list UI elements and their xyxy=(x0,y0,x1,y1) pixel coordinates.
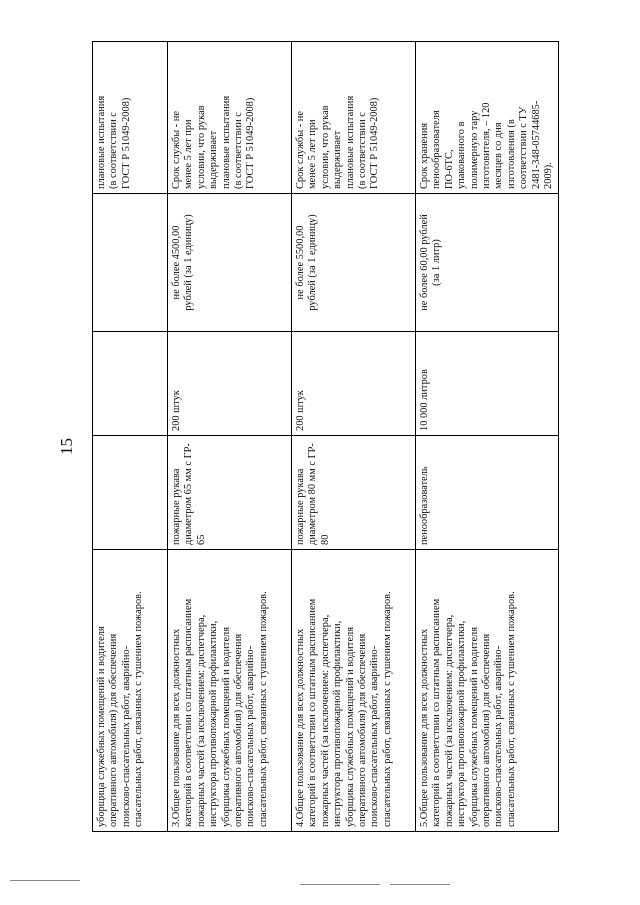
row-description: 3.Общее пользование для всех должностных категорий в соответствии со штатным расписанием пожарных частей (за исключением: диспетчера, инструктора противопожарной профилактики, уборщика служебных помещений и водителя оперативного автомобиля) для обеспечения поисково-спасательных работ, аварийно- спасательных работ, связанных с тушением пожаров. xyxy=(168,550,292,832)
row-description: 4.Общее пользование для всех должностных категорий в соответствии со штатным расписанием пожарных частей (за исключением: диспетчера, инструктора противопожарной профилактики, уборщика служебных помещений и водителя оперативного автомобиля) для обеспечения поисково-спасательных работ, аварийно- спасательных работ, связанных с тушением пожаров. xyxy=(292,550,416,832)
scan-artifact-line xyxy=(300,884,380,885)
row-quantity xyxy=(93,332,168,436)
row-requirements: Срок службы - не менее 5 лет при условии, что рукав выдерживает плановые испытания (в соответствии с ГОСТ Р 51049-2008) xyxy=(168,42,292,194)
row-price xyxy=(93,194,168,332)
row-object: пожарные рукава диаметром 80 мм с ГР- 80 xyxy=(292,436,416,550)
row-price: не более 60,00 рублей (за 1 литр) xyxy=(416,194,559,332)
row-requirements: плановые испытания (в соответствии с ГОСТ Р 51049-2008) xyxy=(93,42,168,194)
row-price: не более 4500,00 рублей (за 1 единицу) xyxy=(168,194,292,332)
row-object: пенообразователь xyxy=(416,436,559,550)
row-object: пожарные рукава диаметром 65 мм с ГР- 65 xyxy=(168,436,292,550)
table-row xyxy=(93,42,168,832)
row-quantity: 200 штук xyxy=(168,332,292,436)
page-number: 15 xyxy=(57,438,76,455)
scan-artifact-line xyxy=(390,884,450,885)
row-requirements: Срок службы - не менее 5 лет при условии, что рукав выдерживает плановые испытания (в соответствии с ГОСТ Р 51049-2008) xyxy=(292,42,416,194)
row-price: не более 5500,00 рублей (за 1 единицу) xyxy=(292,194,416,332)
table-row xyxy=(292,42,416,832)
row-description: 5.Общее пользование для всех должностных категорий в соответствии со штатным расписанием пожарных частей (за исключением: диспетчера, инструктора противопожарной профилактики, уборщика служебных помещений и водителя оперативного автомобиля) для обеспечения поисково-спасательных работ, аварийно- спасательных работ, связанных с тушением пожаров. xyxy=(416,550,559,832)
row-quantity: 200 штук xyxy=(292,332,416,436)
table-row xyxy=(416,42,559,832)
row-requirements: Срок хранения пенообразователя ПО-6ТС, упакованного в полимерную тару изготовителя, – 120 месяцев со дня изготовления (в соответствии с ТУ 2481-348-05744685- 2009). xyxy=(416,42,559,194)
scan-artifact-line xyxy=(10,880,80,881)
row-object xyxy=(93,436,168,550)
row-description: уборщица служебных помещений и водителя оперативного автомобиля) для обеспечения поисково-спасательных работ, аварийно- спасательных работ, связанных с тушением пожаров. xyxy=(93,550,168,832)
requirements-table-container xyxy=(92,42,554,832)
table-row xyxy=(168,42,292,832)
requirements-table xyxy=(92,41,559,832)
row-quantity: 10 000 литров xyxy=(416,332,559,436)
